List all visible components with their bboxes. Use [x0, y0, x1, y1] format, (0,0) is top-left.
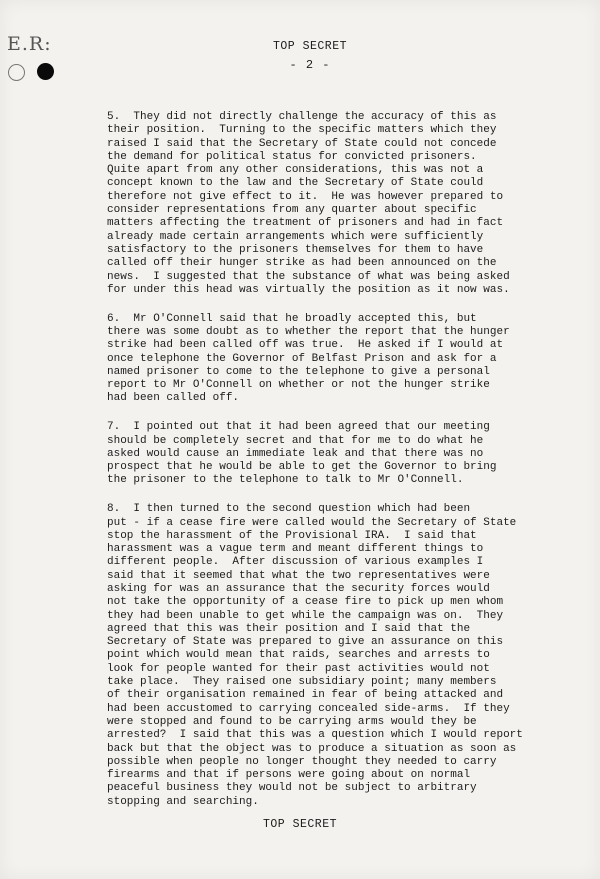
- text-line: harassment was a vague term and meant different things to: [107, 543, 484, 556]
- text-line: satisfactory to the prisoners themselves for them to have: [107, 243, 484, 256]
- text-line: for under this head was virtually the position as it now was.: [107, 283, 510, 296]
- text-line: point which would mean that raids, searches and arrests to: [107, 649, 490, 662]
- text-line: possible when people no longer thought they needed to carry: [107, 755, 497, 768]
- text-line: 8. I then turned to the second question which had been: [107, 503, 471, 516]
- text-line: stopping and searching.: [107, 795, 259, 808]
- text-line: put - if a cease fire were called would the Secretary of State: [107, 516, 517, 529]
- text-line: look for people wanted for their past activities would not: [107, 662, 490, 675]
- text-line: once telephone the Governor of Belfast Prison and ask for a: [107, 352, 497, 365]
- text-line: stop the harassment of the Provisional IRA. I said that: [107, 529, 477, 542]
- text-line: take place. They raised one subsidiary point; many members: [107, 676, 497, 689]
- text-line: therefore not give effect to it. He was however prepared to: [107, 190, 504, 203]
- text-line: strike had been called off was true. He asked if I would at: [107, 339, 504, 352]
- document-body: [107, 111, 523, 825]
- text-line: firearms and that if persons were going about on normal: [107, 769, 471, 782]
- paragraph-6: [107, 313, 517, 406]
- handwritten-initials: E.R:: [7, 33, 52, 55]
- text-line: asked would cause an immediate leak and that there was no: [107, 447, 484, 460]
- text-line: had been accustomed to carrying concealed side-arms. If they: [107, 702, 510, 715]
- text-line: the demand for political status for convicted prisoners.: [107, 150, 477, 163]
- text-line: their position. Turning to the specific matters which they: [107, 124, 497, 137]
- text-line: of their organisation remained in fear of being attacked and: [107, 689, 504, 702]
- text-line: already made certain arrangements which were sufficiently: [107, 230, 484, 243]
- text-line: consider representations from any quarter about specific: [107, 204, 477, 217]
- text-line: Quite apart from any other considerations, this was not a: [107, 164, 484, 177]
- paragraph-5: [107, 111, 517, 297]
- text-line: were stopped and found to be carrying arms would they be: [107, 715, 477, 728]
- page-number: - 2 -: [289, 58, 331, 72]
- text-line: named prisoner to come to the telephone to give a personal: [107, 365, 490, 378]
- text-line: back but that the object was to produce a situation as soon as: [107, 742, 517, 755]
- text-line: called off their hunger strike as had been announced on the: [107, 257, 497, 270]
- text-line: agreed that this was their position and I said that the: [107, 622, 471, 635]
- text-line: said that it seemed that what the two representatives were: [107, 569, 490, 582]
- text-line: report to Mr O'Connell on whether or not the hunger strike: [107, 379, 490, 392]
- text-line: not take the opportunity of a cease fire to pick up men whom: [107, 596, 504, 609]
- text-line: concept known to the law and the Secretary of State could: [107, 177, 484, 190]
- paragraph-7: [107, 421, 517, 487]
- text-line: they had been unable to get while the campaign was on. They: [107, 609, 504, 622]
- text-line: different people. After discussion of various examples I: [107, 556, 484, 569]
- text-line: 5. They did not directly challenge the accuracy of this as: [107, 111, 497, 123]
- text-line: asking for was an assurance that the security forces would: [107, 583, 490, 595]
- paragraph-8: [107, 503, 523, 809]
- text-line: raised I said that the Secretary of State could not concede: [107, 137, 497, 150]
- text-line: Secretary of State was prepared to give an assurance on this: [107, 636, 504, 649]
- text-line: 6. Mr O'Connell said that he broadly accepted this, but: [107, 312, 477, 325]
- text-line: should be completely secret and that for me to do what he: [107, 434, 484, 447]
- text-line: arrested? I said that this was a question which I would report: [107, 729, 523, 742]
- text-line: 7. I pointed out that it had been agreed that our meeting: [107, 421, 490, 434]
- text-line: peaceful business they would not be subject to arbitrary: [107, 782, 477, 795]
- text-line: there was some doubt as to whether the report that the hunger: [107, 325, 510, 338]
- text-line: had been called off.: [107, 392, 240, 405]
- text-line: prospect that he would be able to get the Governor to bring: [107, 461, 497, 474]
- text-line: news. I suggested that the substance of what was being asked: [107, 270, 510, 283]
- footer-classification: TOP SECRET: [262, 818, 337, 831]
- header-classification: TOP SECRET: [272, 40, 347, 53]
- text-line: matters affecting the treatment of prisoners and had in fact: [107, 217, 504, 230]
- text-line: the prisoner to the telephone to talk to Mr O'Connell.: [107, 474, 464, 487]
